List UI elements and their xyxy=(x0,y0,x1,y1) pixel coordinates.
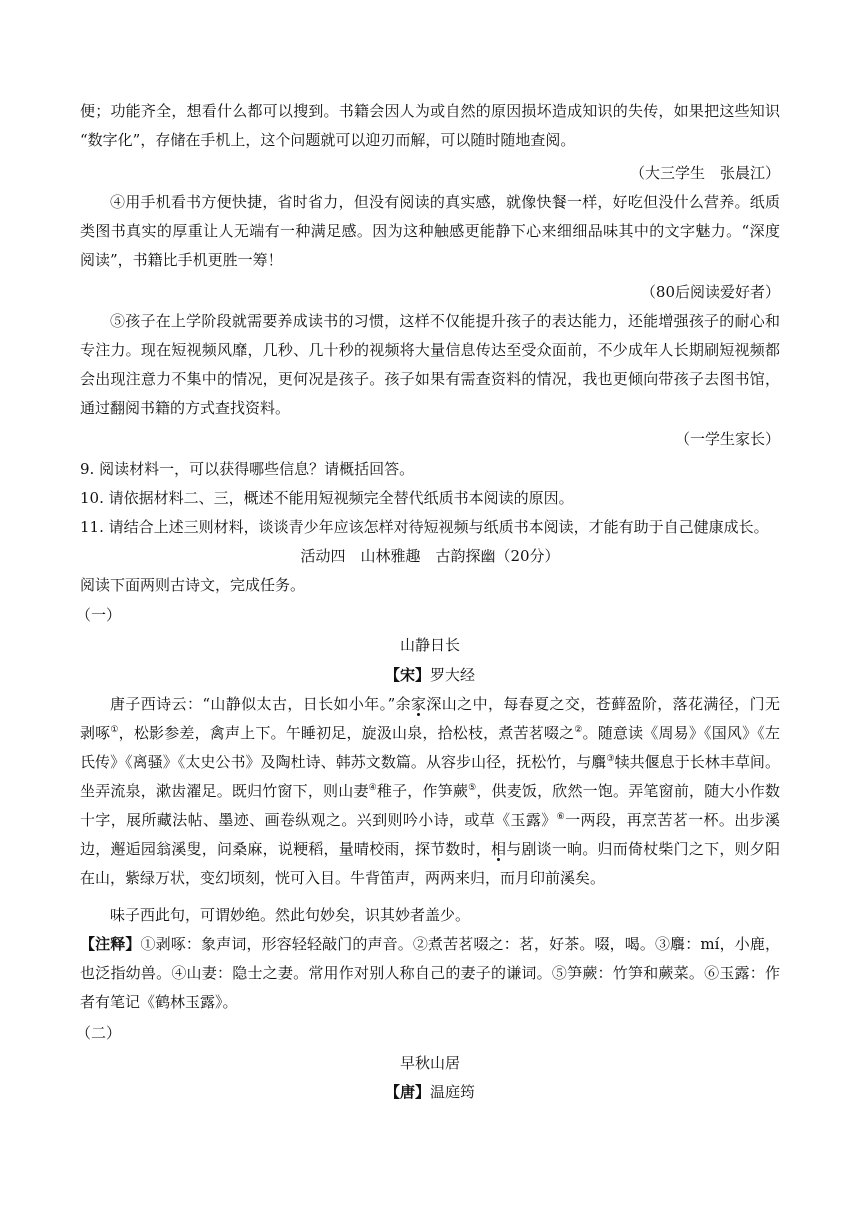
activity-4-heading: 活动四 山林雅趣 古韵探幽（20分） xyxy=(300,547,560,565)
text-line: ⑤孩子在上学阶段就需要养成读书的习惯，这样不仅能提升孩子的表达能力，还能增强孩子的耐心和 xyxy=(110,312,780,330)
article-1-byline xyxy=(80,661,780,690)
text-line: 通过翻阅书籍的方式查找资料。 xyxy=(80,399,291,417)
question-9: 9. 阅读材料一，可以获得哪些信息？请概括回答。 xyxy=(80,460,415,478)
article-2-title: 早秋山居 xyxy=(399,1054,460,1072)
signature-reader: （80后阅读爱好者） xyxy=(640,283,780,301)
text-line: 【注释】①剥啄：象声词，形容轻轻敲门的声音。②煮苦茗啜之：茗，好茶。啜，喝。③麛：mí，小鹿， xyxy=(80,935,780,953)
text-line: 在山，紫绿万状，变幻顷刻，恍可入目。牛背笛声，两两来归，而月印前溪矣。 xyxy=(80,869,606,887)
part-one-label: （一） xyxy=(76,606,122,624)
article-1-title: 山静日长 xyxy=(399,636,460,654)
text-line: 唐子西诗云：“山静似太古，日长如小年。”余家深山之中，每春夏之交，苍藓盈阶，落花满径，门无 xyxy=(110,695,780,713)
text-line: 阅读”，书籍比手机更胜一筹！ xyxy=(80,251,283,269)
article-1-comment: 味子西此句，可谓妙绝。然此句妙矣，识其妙者盖少。 xyxy=(110,906,471,924)
paragraph-4 xyxy=(80,188,780,275)
dynasty-label: 【唐】 xyxy=(384,1083,430,1101)
reading-instruction: 阅读下面两则古诗文，完成任务。 xyxy=(80,576,306,594)
annotation-label: 【注释】 xyxy=(80,935,141,953)
question-11: 11. 请结合上述三则材料，谈谈青少年应该怎样对待短视频与纸质书本阅读，才能有助于自己健康成长。 xyxy=(80,518,769,536)
text-line: 也泛指幼兽。④山妻：隐士之妻。常用作对别人称自己的妻子的谦词。⑤笋蕨：竹笋和蕨菜。⑥玉露：作 xyxy=(80,964,780,982)
paragraph-continued xyxy=(80,97,780,155)
author-name: 罗大经 xyxy=(430,666,476,684)
questions xyxy=(80,455,780,542)
text-line: 氏传》《离骚》《太史公书》及陶杜诗、韩苏文数篇。从容步山径，抚松竹，与麛③犊共偃息于长林丰草间。 xyxy=(80,753,780,771)
text-line: 专注力。现在短视频风靡，几秒、几十秒的视频将大量信息传达至受众面前，不少成年人长期刷短视频都 xyxy=(80,341,780,359)
paragraph-5 xyxy=(80,307,780,423)
signature-student: （大三学生 张晨江） xyxy=(629,164,780,182)
text-line: “数字化”，存储在手机上，这个问题就可以迎刃而解，可以随时随地查阅。 xyxy=(80,131,576,149)
text-line: 便；功能齐全，想看什么都可以搜到。书籍会因人为或自然的原因损坏造成知识的失传，如果把这些知识 xyxy=(80,102,780,120)
signature-parent: （一学生家长） xyxy=(674,430,780,448)
text-line: ④用手机看书方便快捷，省时省力，但没有阅读的真实感，就像快餐一样，好吃但没什么营养。纸质 xyxy=(110,193,780,211)
dotted-char: 相 xyxy=(490,840,507,858)
annotations xyxy=(80,930,780,1017)
text-line: 十字，展所藏法帖、墨迹、画卷纵观之。兴到则吟小诗，或草《玉露》⑥一两段，再烹苦茗一杯。出步溪 xyxy=(80,811,780,829)
text-line: 会出现注意力不集中的情况，更何况是孩子。孩子如果有需查资料的情况，我也更倾向带孩子去图书馆， xyxy=(80,370,780,388)
text-line: 者有笔记《鹤林玉露》。 xyxy=(80,993,238,1011)
dynasty-label: 【宋】 xyxy=(384,666,430,684)
article-1-body xyxy=(80,690,780,893)
dotted-char: 家 xyxy=(411,695,427,713)
article-2-byline xyxy=(80,1078,780,1107)
text-line: 边，邂逅园翁溪叟，问桑麻，说粳稻，量晴校雨，探节数时，相与剧谈一晌。归而倚杖柴门之下，则夕阳 xyxy=(80,840,780,858)
text-line: 类图书真实的厚重让人无端有一种满足感。因为这种触感更能静下心来细细品味其中的文字魅力。“深度 xyxy=(80,222,780,240)
text-line: 坐弄流泉，漱齿濯足。既归竹窗下，则山妻④稚子，作笋蕨⑤，供麦饭，欣然一饱。弄笔窗前，随大小作数 xyxy=(80,782,780,800)
question-10: 10. 请依据材料二、三，概述不能用短视频完全替代纸质书本阅读的原因。 xyxy=(80,489,574,507)
author-name: 温庭筠 xyxy=(430,1083,476,1101)
text-line: 剥啄①，松影参差，禽声上下。午睡初足，旋汲山泉，拾松枝，煮苦茗啜之②。随意读《周易》《国风》《左 xyxy=(80,724,780,742)
part-two-label: （二） xyxy=(76,1024,122,1042)
